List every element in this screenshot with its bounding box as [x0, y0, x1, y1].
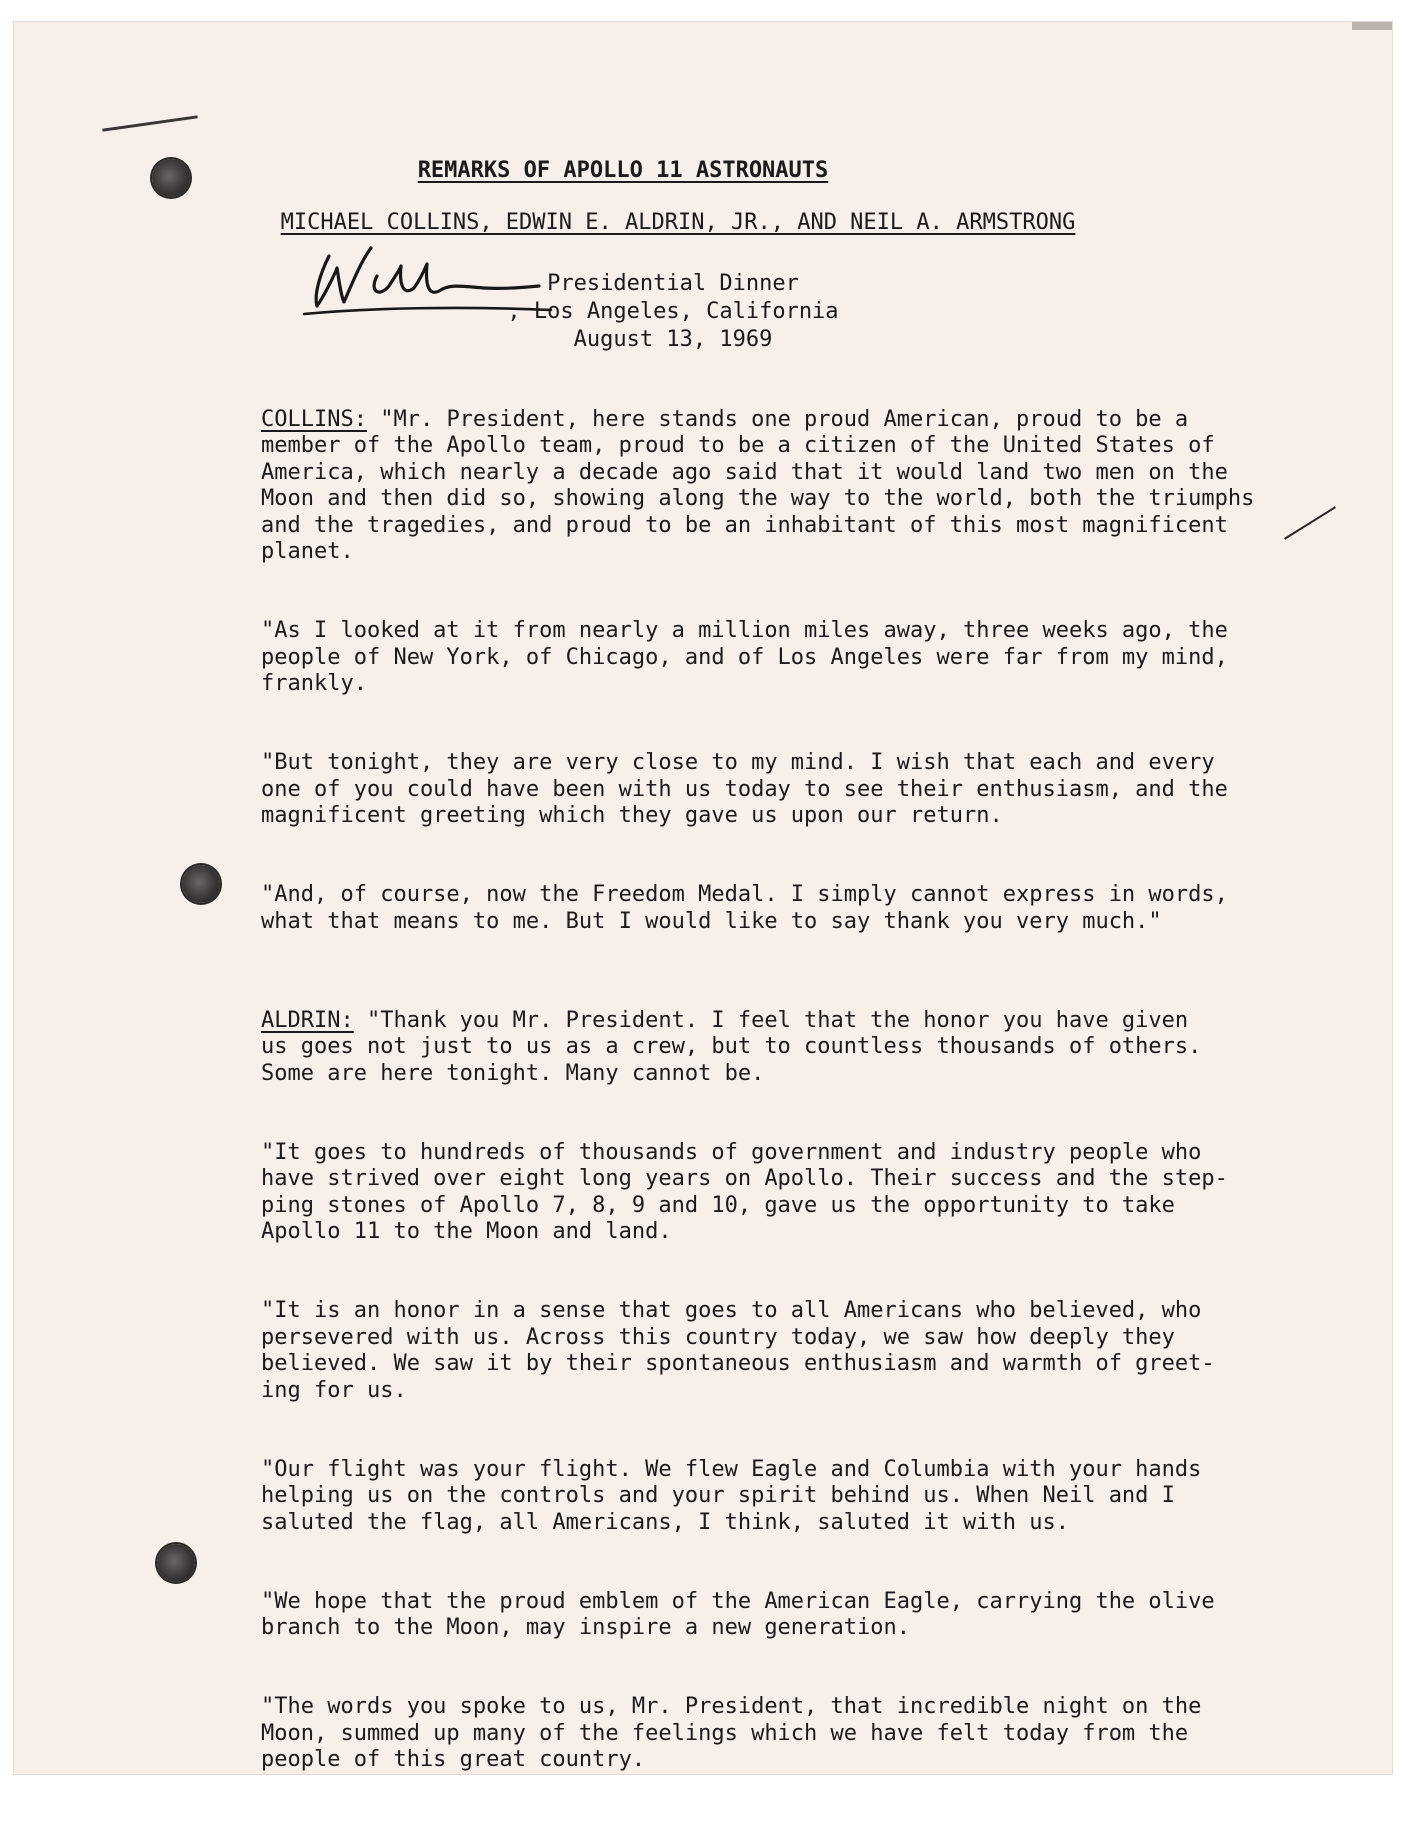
venue-event: Presidential Dinner — [547, 271, 799, 296]
paragraph-text: "Thank you Mr. President. I feel that the honor you have given us goes not just to us as a crew, but to countless thousands of others. Some are here tonight. Many cannot be. — [261, 1007, 1202, 1086]
document-subtitle: MICHAEL COLLINS, EDWIN E. ALDRIN, JR., AND NEIL A. ARMSTRONG — [280, 210, 1076, 235]
punch-hole-bottom — [157, 1544, 195, 1582]
paragraph-collins-4 — [261, 882, 1291, 935]
document-title: REMARKS OF APOLLO 11 ASTRONAUTS — [417, 158, 829, 183]
paragraph-text: "It is an honor in a sense that goes to all Americans who believed, who persevered with us. Across this country today, we saw how deeply they believed. We saw it by their spontaneous enthusiasm and warmth of greet- ing for us. — [261, 1298, 1215, 1403]
paragraph-text: "The words you spoke to us, Mr. President, that incredible night on the Moon, summed up many of the feelings which we have felt today from the people of this great country. — [261, 1694, 1202, 1772]
paragraph-aldrin-3 — [261, 1298, 1291, 1404]
punch-hole-middle — [182, 865, 220, 903]
paragraph-aldrin-2 — [261, 1140, 1291, 1246]
pen-mark — [1284, 506, 1336, 539]
paragraph-text: "It goes to hundreds of thousands of government and industry people who have strived over eight long years on Apollo. Their success and the step- ping stones of Apollo 7, 8, 9 and 10, gave us the opportunity to take Apollo 11 to the Moon and land. — [261, 1139, 1228, 1244]
paper-edge-mark — [1352, 22, 1392, 30]
venue-date: August 13, 1969 — [573, 327, 773, 352]
paragraph-aldrin-4 — [261, 1457, 1291, 1537]
paragraph-aldrin-5 — [261, 1589, 1291, 1642]
paragraph-aldrin-6 — [261, 1694, 1291, 1774]
paragraph-collins-3 — [261, 750, 1291, 830]
staple-mark — [102, 115, 197, 131]
paragraph-aldrin-1 — [261, 1008, 1291, 1088]
paragraph-text: "But tonight, they are very close to my mind. I wish that each and every one of you could have been with us today to see their enthusiasm, and the magnificent greeting which they gave us upon our return. — [261, 750, 1228, 828]
paragraph-text: "And, of course, now the Freedom Medal. I simply cannot express in words, what that means to me. But I would like to say thank you very much." — [261, 882, 1228, 934]
speaker-label: COLLINS: — [261, 406, 367, 432]
paragraph-text: "We hope that the proud emblem of the American Eagle, carrying the olive branch to the Moon, may inspire a new generation. — [261, 1588, 1215, 1640]
paragraph-collins-2 — [261, 618, 1291, 698]
speaker-label: ALDRIN: — [261, 1007, 354, 1033]
document-body — [261, 380, 1291, 1826]
paragraph-collins-1 — [261, 407, 1291, 566]
paragraph-text: "Our flight was your flight. We flew Eagle and Columbia with your hands helping us on the controls and your spirit behind us. When Neil and I saluted the flag, all Americans, I think, saluted it with us. — [261, 1456, 1202, 1535]
document-page — [14, 22, 1392, 1774]
paragraph-text: "As I looked at it from nearly a million miles away, three weeks ago, the people of New York, of Chicago, and of Los Angeles were far from my mind, frankly. — [261, 618, 1228, 696]
paragraph-text: "Mr. President, here stands one proud American, proud to be a member of the Apollo team, proud to be a citizen of the United States of America, which nearly a decade ago said that it would land two men on the Moon and then did so, showing along the way to the world, both the triumphs and the tragedies, and proud to be an inhabitant of this most magnificent planet. — [261, 406, 1255, 564]
venue-place: , Los Angeles, California — [507, 299, 839, 324]
